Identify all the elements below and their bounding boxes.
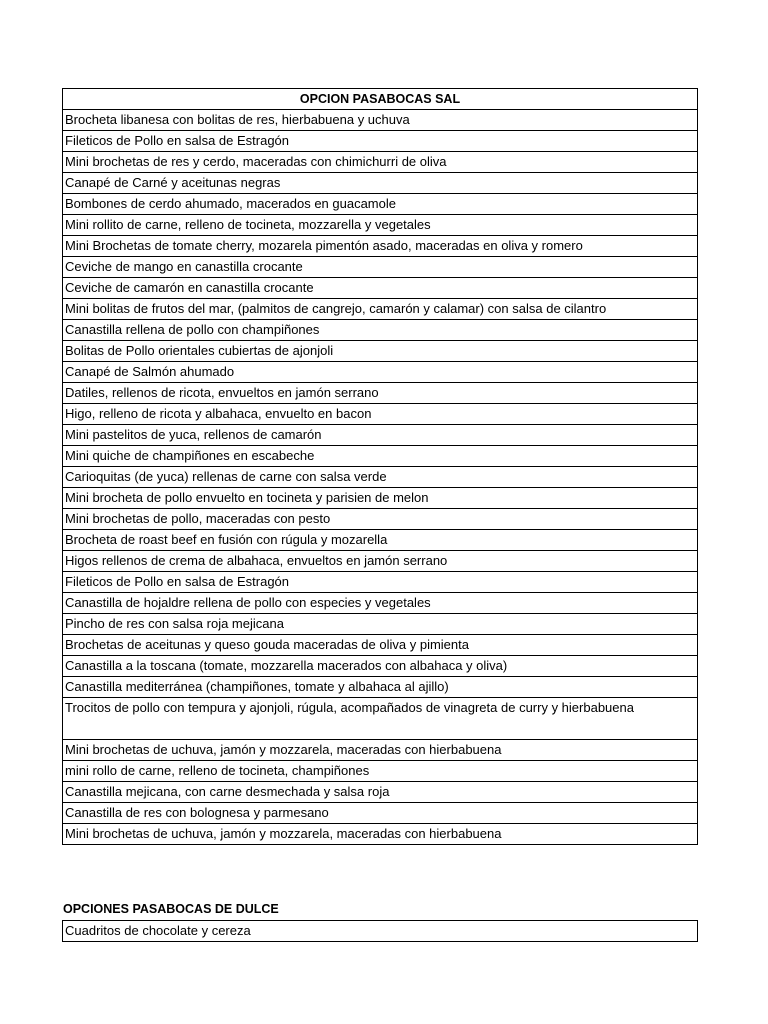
table-row [63,278,698,299]
menu-item-cell: Mini brochetas de res y cerdo, maceradas con chimichurri de oliva [63,152,698,173]
menu-item-cell: Canapé de Carné y aceitunas negras [63,173,698,194]
table-row [63,488,698,509]
table-row [63,320,698,341]
table-row [63,299,698,320]
table-row [63,530,698,551]
salty-menu-title: OPCION PASABOCAS SAL [63,89,698,110]
sweet-menu-sheet [62,920,698,942]
menu-item-cell: Carioquitas (de yuca) rellenas de carne con salsa verde [63,467,698,488]
table-row [63,341,698,362]
table-row [63,656,698,677]
table-row [63,383,698,404]
menu-item-cell: Fileticos de Pollo en salsa de Estragón [63,572,698,593]
menu-item-cell: Bombones de cerdo ahumado, macerados en guacamole [63,194,698,215]
sweet-menu-title: OPCIONES PASABOCAS DE DULCE [63,902,279,916]
table-row [63,194,698,215]
table-row [63,215,698,236]
table-row [63,698,698,740]
table-row [63,173,698,194]
table-row [63,782,698,803]
menu-item-cell: Ceviche de mango en canastilla crocante [63,257,698,278]
table-row [63,152,698,173]
menu-item-cell: Canastilla de hojaldre rellena de pollo con especies y vegetales [63,593,698,614]
menu-item-cell: Higos rellenos de crema de albahaca, envueltos en jamón serrano [63,551,698,572]
table-row [63,467,698,488]
table-row [63,110,698,131]
table-row [63,614,698,635]
menu-item-cell: Fileticos de Pollo en salsa de Estragón [63,131,698,152]
menu-item-cell: Bolitas de Pollo orientales cubiertas de ajonjoli [63,341,698,362]
table-row [63,446,698,467]
table-row [63,404,698,425]
menu-item-cell: Brocheta libanesa con bolitas de res, hierbabuena y uchuva [63,110,698,131]
menu-item-cell: Mini bolitas de frutos del mar, (palmitos de cangrejo, camarón y calamar) con salsa de cilantro [63,299,698,320]
menu-item-cell: Mini brochetas de uchuva, jamón y mozzarela, maceradas con hierbabuena [63,740,698,761]
table-row [63,362,698,383]
table-row [63,131,698,152]
table-row [63,551,698,572]
table-row [63,257,698,278]
table-row [63,635,698,656]
menu-item-cell: Canastilla mejicana, con carne desmechada y salsa roja [63,782,698,803]
table-header-row [63,89,698,110]
menu-item-cell: Higo, relleno de ricota y albahaca, envuelto en bacon [63,404,698,425]
table-row [63,921,698,942]
salty-menu-table [62,88,698,845]
menu-item-cell: Ceviche de camarón en canastilla crocante [63,278,698,299]
table-row [63,236,698,257]
menu-item-cell: Canapé de Salmón ahumado [63,362,698,383]
menu-item-cell: Cuadritos de chocolate y cereza [63,921,698,942]
table-row [63,761,698,782]
menu-item-cell: Mini pastelitos de yuca, rellenos de camarón [63,425,698,446]
table-row [63,509,698,530]
menu-item-cell: Brocheta de roast beef en fusión con rúgula y mozarella [63,530,698,551]
table-row [63,740,698,761]
table-row [63,425,698,446]
menu-item-cell: Mini quiche de champiñones en escabeche [63,446,698,467]
menu-item-cell: Mini brochetas de uchuva, jamón y mozzarela, maceradas con hierbabuena [63,824,698,845]
menu-item-cell: Canastilla de res con bolognesa y parmesano [63,803,698,824]
menu-item-cell: Mini rollito de carne, relleno de tocineta, mozzarella y vegetales [63,215,698,236]
salty-menu-sheet [62,88,698,845]
menu-item-cell: mini rollo de carne, relleno de tocineta, champiñones [63,761,698,782]
menu-item-cell: Mini brochetas de pollo, maceradas con pesto [63,509,698,530]
table-row [63,803,698,824]
table-row [63,572,698,593]
table-row [63,593,698,614]
menu-item-cell: Canastilla mediterránea (champiñones, tomate y albahaca al ajillo) [63,677,698,698]
sweet-menu-table [62,920,698,942]
menu-item-cell: Mini Brochetas de tomate cherry, mozarela pimentón asado, maceradas en oliva y romero [63,236,698,257]
menu-item-cell: Trocitos de pollo con tempura y ajonjoli, rúgula, acompañados de vinagreta de curry y hierbabuena [63,698,698,740]
menu-item-cell: Canastilla a la toscana (tomate, mozzarella macerados con albahaca y oliva) [63,656,698,677]
table-row [63,677,698,698]
menu-item-cell: Brochetas de aceitunas y queso gouda maceradas de oliva y pimienta [63,635,698,656]
menu-item-cell: Canastilla rellena de pollo con champiñones [63,320,698,341]
menu-item-cell: Pincho de res con salsa roja mejicana [63,614,698,635]
menu-item-cell: Mini brocheta de pollo envuelto en tocineta y parisien de melon [63,488,698,509]
table-row [63,824,698,845]
menu-item-cell: Datiles, rellenos de ricota, envueltos en jamón serrano [63,383,698,404]
